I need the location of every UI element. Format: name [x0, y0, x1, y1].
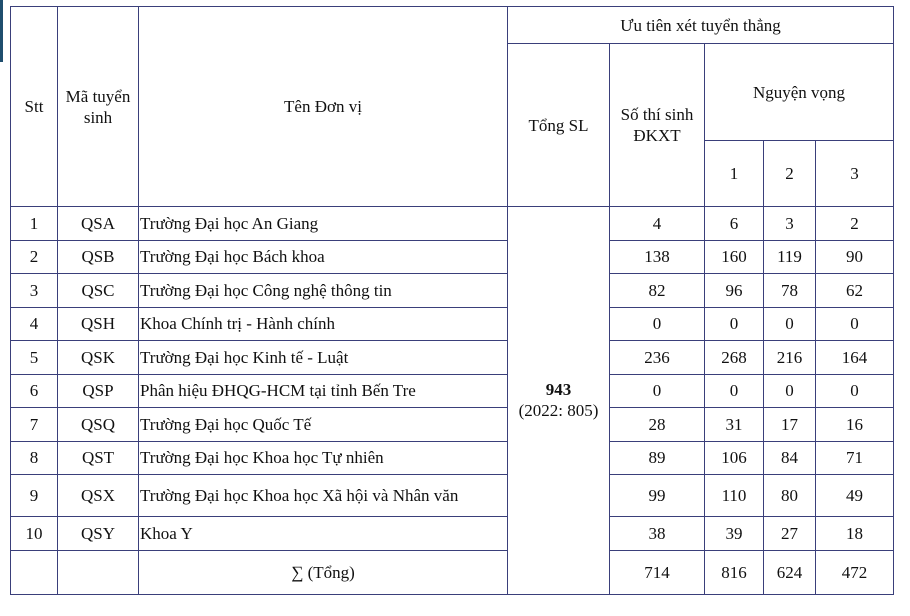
cell-wish-3: 2: [816, 207, 894, 241]
cell-stt: 1: [11, 207, 58, 241]
header-total-quota: Tổng SL: [508, 44, 610, 207]
cell-stt-empty: [11, 550, 58, 594]
cell-code: QSQ: [58, 408, 139, 442]
cell-wish-2: 80: [764, 475, 816, 517]
header-wish-3: 3: [816, 141, 894, 207]
cell-code: QSP: [58, 374, 139, 408]
cell-wish-3: 0: [816, 374, 894, 408]
cell-wish-3: 62: [816, 274, 894, 308]
header-code: Mã tuyển sinh: [58, 7, 139, 207]
header-wish-2: 2: [764, 141, 816, 207]
total-wish-1: 816: [705, 550, 764, 594]
cell-wish-2: 78: [764, 274, 816, 308]
cell-unit-name: Khoa Y: [139, 517, 508, 551]
cell-wish-1: 6: [705, 207, 764, 241]
cell-wish-1: 31: [705, 408, 764, 442]
cell-wish-1: 106: [705, 441, 764, 475]
cell-wish-3: 0: [816, 307, 894, 341]
header-priority-group: Ưu tiên xét tuyển thẳng: [508, 7, 894, 44]
header-registered: Số thí sinh ĐKXT: [610, 44, 705, 207]
cell-stt: 9: [11, 475, 58, 517]
cell-wish-1: 96: [705, 274, 764, 308]
cell-code: QSX: [58, 475, 139, 517]
cell-wish-3: 71: [816, 441, 894, 475]
header-wishes: Nguyện vọng: [705, 44, 894, 141]
cell-wish-2: 119: [764, 240, 816, 274]
cell-total-quota: [508, 207, 610, 595]
cell-registered: 82: [610, 274, 705, 308]
table-row: [11, 274, 894, 308]
table-row: [11, 341, 894, 375]
cell-unit-name: Trường Đại học Kinh tế - Luật: [139, 341, 508, 375]
header-unit-name: Tên Đơn vị: [139, 7, 508, 207]
total-wish-3: 472: [816, 550, 894, 594]
cell-wish-1: 268: [705, 341, 764, 375]
cell-unit-name: Phân hiệu ĐHQG-HCM tại tỉnh Bến Tre: [139, 374, 508, 408]
cell-wish-1: 0: [705, 307, 764, 341]
total-registered: 714: [610, 550, 705, 594]
header-stt: Stt: [11, 7, 58, 207]
table-row: [11, 408, 894, 442]
total-label: ∑ (Tổng): [139, 550, 508, 594]
cell-wish-1: 0: [705, 374, 764, 408]
cell-unit-name: Trường Đại học Khoa học Xã hội và Nhân văn: [139, 475, 508, 517]
table-row: [11, 307, 894, 341]
header-wish-1: 1: [705, 141, 764, 207]
cell-registered: 4: [610, 207, 705, 241]
total-row: [11, 550, 894, 594]
cell-registered: 0: [610, 374, 705, 408]
cell-stt: 2: [11, 240, 58, 274]
cell-code: QSC: [58, 274, 139, 308]
cell-stt: 7: [11, 408, 58, 442]
cell-wish-2: 0: [764, 374, 816, 408]
cell-code-empty: [58, 550, 139, 594]
table-row: [11, 475, 894, 517]
cell-registered: 0: [610, 307, 705, 341]
cell-unit-name: Trường Đại học An Giang: [139, 207, 508, 241]
table-row: [11, 441, 894, 475]
cell-code: QST: [58, 441, 139, 475]
table-row: [11, 517, 894, 551]
cell-wish-2: 216: [764, 341, 816, 375]
cell-registered: 38: [610, 517, 705, 551]
cell-wish-2: 3: [764, 207, 816, 241]
cell-stt: 10: [11, 517, 58, 551]
total-quota-previous: (2022: 805): [518, 401, 599, 421]
cell-wish-3: 164: [816, 341, 894, 375]
cell-registered: 99: [610, 475, 705, 517]
cell-code: QSA: [58, 207, 139, 241]
table-row: [11, 207, 894, 241]
cell-wish-1: 160: [705, 240, 764, 274]
total-quota-value: 943: [545, 380, 572, 400]
cell-wish-3: 49: [816, 475, 894, 517]
cell-wish-2: 17: [764, 408, 816, 442]
cell-wish-2: 27: [764, 517, 816, 551]
cell-stt: 5: [11, 341, 58, 375]
cell-wish-3: 90: [816, 240, 894, 274]
cell-stt: 8: [11, 441, 58, 475]
cell-code: QSH: [58, 307, 139, 341]
cell-stt: 3: [11, 274, 58, 308]
cell-code: QSB: [58, 240, 139, 274]
cell-registered: 236: [610, 341, 705, 375]
cell-wish-1: 110: [705, 475, 764, 517]
table-row: [11, 240, 894, 274]
cell-registered: 138: [610, 240, 705, 274]
cell-wish-3: 16: [816, 408, 894, 442]
admissions-priority-table: [10, 6, 894, 595]
left-edge-accent: [0, 0, 3, 62]
table-row: [11, 374, 894, 408]
cell-code: QSK: [58, 341, 139, 375]
cell-wish-2: 0: [764, 307, 816, 341]
cell-stt: 6: [11, 374, 58, 408]
cell-unit-name: Trường Đại học Quốc Tế: [139, 408, 508, 442]
cell-unit-name: Trường Đại học Công nghệ thông tin: [139, 274, 508, 308]
cell-unit-name: Trường Đại học Bách khoa: [139, 240, 508, 274]
cell-unit-name: Trường Đại học Khoa học Tự nhiên: [139, 441, 508, 475]
cell-wish-2: 84: [764, 441, 816, 475]
total-wish-2: 624: [764, 550, 816, 594]
cell-wish-3: 18: [816, 517, 894, 551]
cell-unit-name: Khoa Chính trị - Hành chính: [139, 307, 508, 341]
cell-wish-1: 39: [705, 517, 764, 551]
cell-registered: 89: [610, 441, 705, 475]
cell-stt: 4: [11, 307, 58, 341]
cell-registered: 28: [610, 408, 705, 442]
cell-code: QSY: [58, 517, 139, 551]
